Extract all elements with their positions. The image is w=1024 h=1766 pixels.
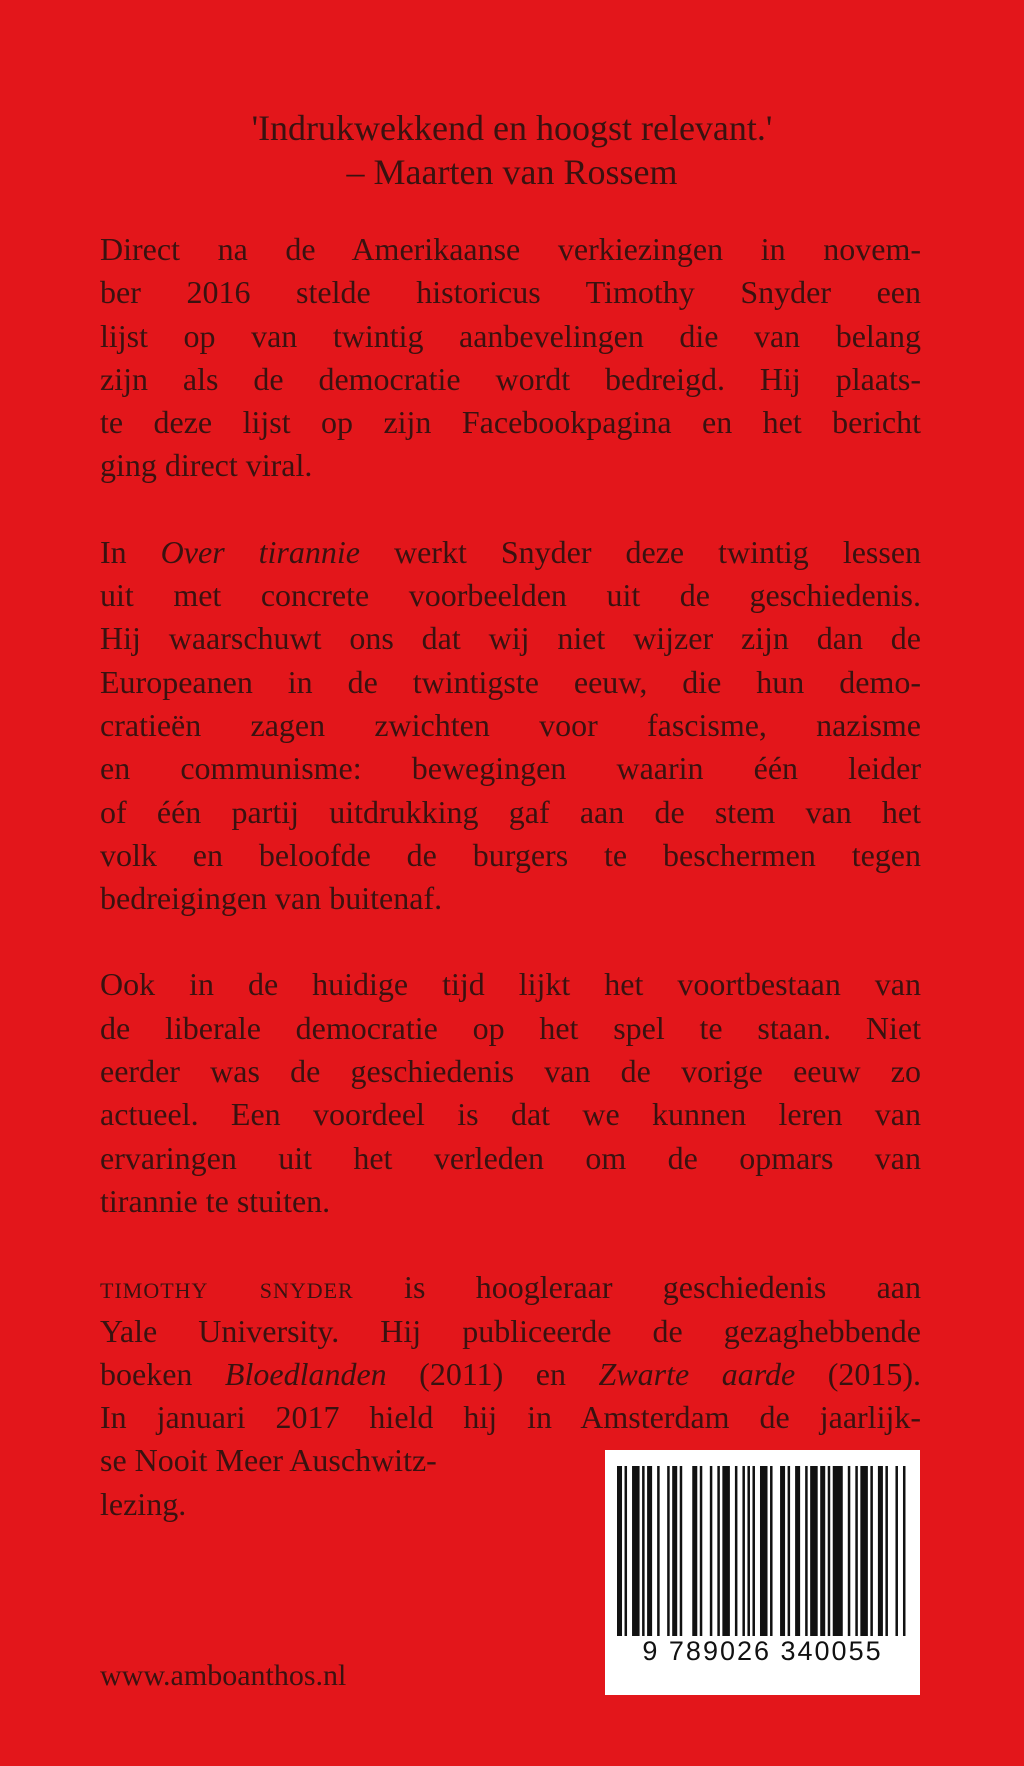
book-title: Bloedlanden	[224, 1355, 387, 1392]
text-fragment: boeken	[100, 1355, 225, 1392]
barcode-bar	[805, 1466, 808, 1636]
barcode-bar	[735, 1466, 738, 1636]
barcode-bar	[855, 1466, 858, 1636]
text-line	[100, 1266, 921, 1309]
barcode-bar	[617, 1466, 622, 1636]
barcode-bar	[885, 1466, 888, 1636]
barcode-bar	[848, 1466, 851, 1636]
barcode-bar	[700, 1466, 703, 1636]
text-line: actueel. Een voordeel is dat we kunnen leren van	[100, 1096, 921, 1133]
isbn-barcode	[605, 1450, 920, 1695]
barcode-bar	[795, 1466, 800, 1636]
book-title: Over tirannie	[160, 533, 360, 570]
text-line: Yale University. Hij publiceerde de gezaghebbende	[100, 1312, 921, 1349]
text-fragment: werkt Snyder deze twintig lessen	[359, 533, 922, 570]
paragraph-present	[100, 963, 921, 1223]
text-line: Direct na de Amerikaanse verkiezingen in novem-	[100, 231, 921, 267]
text-line: lezing.	[100, 1485, 187, 1522]
text-line: Ook in de huidige tijd lijkt het voortbestaan van	[100, 966, 921, 1003]
text-line: lijst op van twintig aanbevelingen die van belang	[100, 317, 921, 354]
barcode-bar	[870, 1466, 873, 1636]
barcode-bar	[878, 1466, 883, 1636]
text-line: ber 2016 stelde historicus Timothy Snyder een	[100, 274, 921, 311]
barcode-bar	[647, 1466, 652, 1636]
barcode-bar	[717, 1466, 720, 1636]
text-fragment: In	[100, 533, 161, 570]
text-line: Hij waarschuwt ons dat wij niet wijzer zijn dan de	[100, 620, 921, 657]
barcode-bar	[692, 1466, 697, 1636]
barcode-bar	[625, 1466, 628, 1636]
publisher-website: www.amboanthos.nl	[100, 1659, 347, 1692]
quote-text: 'Indrukwekkend en hoogst relevant.'	[251, 108, 773, 148]
text-line: en communisme: bewegingen waarin één leider	[100, 750, 921, 787]
barcode-bar	[742, 1466, 745, 1636]
barcode-bar	[747, 1466, 750, 1636]
text-line: eerder was de geschiedenis van de vorige eeuw zo	[100, 1053, 921, 1090]
text-line: cratieën zagen zwichten voor fascisme, nazisme	[100, 706, 921, 743]
text-line: volk en beloofde de burgers te beschermen tegen	[100, 836, 921, 873]
barcode-bar	[760, 1466, 768, 1636]
text-fragment: is hoogleraar geschiedenis aan	[353, 1269, 921, 1306]
text-line: bedreigingen van buitenaf.	[100, 880, 443, 917]
author-name: timothy snyder	[100, 1269, 354, 1306]
barcode-bar	[780, 1466, 785, 1636]
barcode-bar	[632, 1466, 640, 1636]
text-line: ervaringen uit het verleden om de opmars van	[100, 1139, 921, 1176]
barcode-bar	[820, 1466, 825, 1636]
text-line: zijn als de democratie wordt bedreigd. Hij plaats-	[100, 360, 921, 397]
paragraph-lessons	[100, 531, 921, 921]
barcode-bar	[657, 1466, 660, 1636]
quote-author: – Maarten van Rossem	[346, 152, 678, 192]
text-line: In januari 2017 hield hij in Amsterdam de jaarlijk-	[100, 1399, 921, 1436]
barcode-bar	[710, 1466, 713, 1636]
paragraph-intro	[100, 228, 921, 488]
barcode-bar	[810, 1466, 818, 1636]
text-line: ging direct viral.	[100, 447, 313, 484]
blurb	[100, 142, 921, 1526]
text-line	[100, 531, 921, 574]
text-line: te deze lijst op zijn Facebookpagina en het bericht	[100, 404, 921, 441]
text-fragment: (2015).	[795, 1355, 922, 1392]
barcode-icon	[617, 1466, 908, 1636]
barcode-bar	[833, 1466, 843, 1636]
barcode-bar	[788, 1466, 791, 1636]
text-line: de liberale democratie op het spel te staan. Niet	[100, 1009, 921, 1046]
book-title: Zwarte aarde	[598, 1355, 796, 1392]
barcode-bar	[752, 1466, 755, 1636]
barcode-bar	[903, 1466, 906, 1636]
text-line: Europeanen in de twintigste eeuw, die hun demo-	[100, 663, 921, 700]
barcode-bar	[722, 1466, 730, 1636]
barcode-bar	[860, 1466, 868, 1636]
barcode-bar	[828, 1466, 831, 1636]
isbn-number: 9 789026 340055	[642, 1636, 883, 1666]
barcode-bar	[667, 1466, 670, 1636]
barcode-bar	[770, 1466, 773, 1636]
text-line	[100, 1353, 921, 1396]
barcode-bar	[895, 1466, 898, 1636]
text-line: of één partij uitdrukking gaf aan de stem van het	[100, 793, 921, 830]
text-line: se Nooit Meer Auschwitz-	[100, 1442, 437, 1479]
barcode-bar	[642, 1466, 645, 1636]
text-line: uit met concrete voorbeelden uit de geschiedenis.	[100, 577, 921, 614]
barcode-bar	[672, 1466, 677, 1636]
text-fragment: (2011) en	[386, 1355, 599, 1392]
text-line: tirannie te stuiten.	[100, 1182, 331, 1219]
barcode-bar	[680, 1466, 683, 1636]
